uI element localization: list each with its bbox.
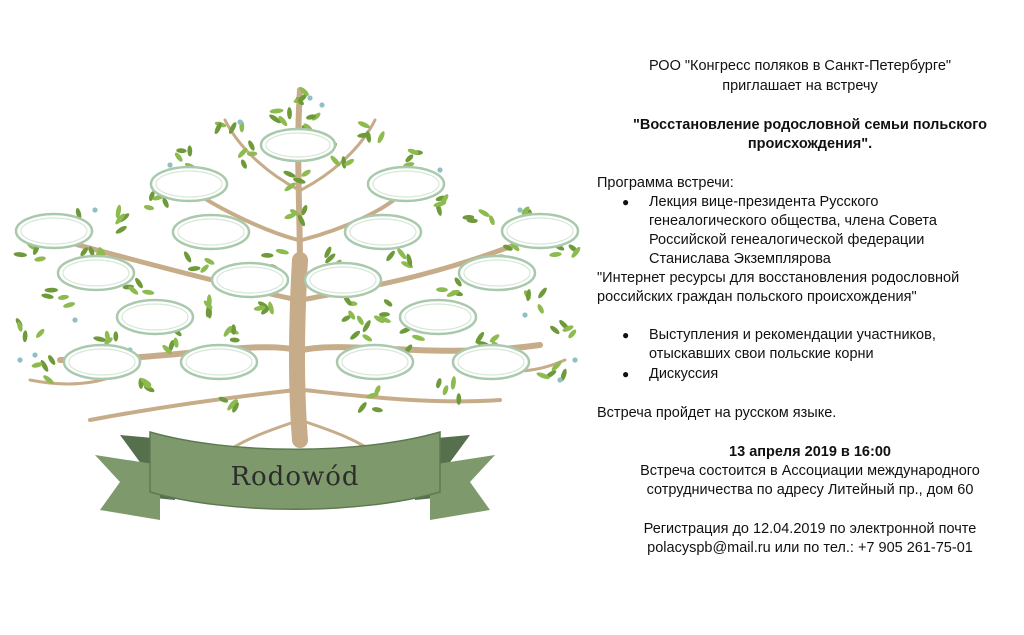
lecture-line: Российской генеалогической федерации xyxy=(649,232,925,248)
leaf xyxy=(357,120,371,130)
berry xyxy=(517,207,522,212)
leaf xyxy=(450,376,456,390)
leaf xyxy=(536,303,545,314)
leaf xyxy=(477,208,490,219)
portrait-frame xyxy=(212,263,288,297)
leaf xyxy=(134,277,145,290)
leaf xyxy=(115,224,128,235)
invites-line: приглашает на встречу xyxy=(722,78,878,94)
berry xyxy=(319,102,324,107)
leaf xyxy=(203,257,215,266)
portrait-frame xyxy=(117,300,193,334)
leaf xyxy=(261,253,273,258)
leaf xyxy=(13,252,27,258)
talks-line: отыскавших свои польские корни xyxy=(649,346,874,362)
language-note: Встреча пройдет на русском языке. xyxy=(597,405,837,421)
portrait-frame xyxy=(261,129,335,161)
berry xyxy=(32,352,37,357)
leaf xyxy=(199,263,210,274)
leaf xyxy=(57,294,69,300)
event-title-line-1: "Восстановление родословной семьи польского xyxy=(633,117,987,133)
venue-line: Встреча состоится в Ассоциации международного xyxy=(640,463,980,479)
leaf xyxy=(34,256,46,263)
leaf xyxy=(270,108,284,114)
leaf xyxy=(47,354,57,366)
leaf xyxy=(549,324,561,335)
lecture-line: Станислава Экземплярова xyxy=(649,251,831,267)
portrait-frame xyxy=(502,214,578,248)
ribbon-label: Rodowód xyxy=(230,462,360,492)
leaf xyxy=(63,301,76,309)
event-datetime: 13 апреля 2019 в 16:00 xyxy=(729,444,891,460)
bullet-icon: ● xyxy=(622,195,630,209)
lecture-line: генеалогического общества, члена Совета xyxy=(649,213,937,229)
leaf xyxy=(356,315,366,327)
program-heading: Программа встречи: xyxy=(597,175,734,191)
leaf xyxy=(411,334,425,343)
leaf xyxy=(230,337,240,342)
leaf xyxy=(436,287,448,292)
lecture-topic-line: российских граждан польского происхождения" xyxy=(597,289,917,305)
portrait-frame xyxy=(459,256,535,290)
berry xyxy=(92,207,97,212)
bullet-icon: ● xyxy=(622,367,630,381)
registration-contact: polacyspb@mail.ru или по тел.: +7 905 261-75-01 xyxy=(647,540,973,556)
leaf xyxy=(549,251,562,257)
leaf xyxy=(383,298,394,308)
leaf xyxy=(93,335,107,342)
leaf xyxy=(113,331,118,341)
lecture-topic-line: "Интернет ресурсы для восстановления родословной xyxy=(597,270,960,286)
berry xyxy=(572,357,577,362)
family-tree-graphic xyxy=(0,60,590,560)
leaf xyxy=(376,130,386,144)
leaf xyxy=(188,266,201,272)
talks-line: Выступления и рекомендации участников, xyxy=(649,327,936,343)
berry xyxy=(557,377,562,382)
leaf xyxy=(45,288,58,293)
leaf xyxy=(247,139,256,151)
lecture-line: Лекция вице-президента Русского xyxy=(649,194,879,210)
leaf xyxy=(287,107,292,119)
portrait-frame xyxy=(345,215,421,249)
leaf xyxy=(173,337,179,348)
leaf xyxy=(435,378,442,389)
portrait-frame xyxy=(64,345,140,379)
leaf xyxy=(143,204,154,211)
portrait-frame xyxy=(305,263,381,297)
portrait-frame xyxy=(368,167,444,201)
leaf xyxy=(442,385,450,396)
berry xyxy=(437,167,442,172)
venue-line: сотрудничества по адресу Литейный пр., дом 60 xyxy=(646,482,974,498)
event-title-line-2: происхождения". xyxy=(747,136,873,152)
leaf xyxy=(372,406,384,413)
berry xyxy=(522,312,527,317)
leaf xyxy=(537,286,549,299)
berry xyxy=(17,357,22,362)
leaf xyxy=(404,153,415,163)
leaf xyxy=(456,393,461,405)
discussion-label: Дискуссия xyxy=(649,366,719,382)
leaf xyxy=(41,293,54,300)
berry xyxy=(72,317,77,322)
registration-line: Регистрация до 12.04.2019 по электронной почте xyxy=(643,521,977,537)
bullet-icon: ● xyxy=(622,328,630,342)
leaf xyxy=(182,250,192,263)
leaf xyxy=(240,159,249,170)
leaf xyxy=(349,329,362,341)
leaf xyxy=(176,148,187,154)
berry xyxy=(237,119,242,124)
leaf xyxy=(300,168,312,178)
portrait-frame xyxy=(453,345,529,379)
berry xyxy=(167,162,172,167)
portrait-frame xyxy=(16,214,92,248)
portrait-frame xyxy=(400,300,476,334)
leaf xyxy=(35,328,46,340)
leaf xyxy=(361,333,373,343)
leaf xyxy=(282,169,296,179)
portrait-frame xyxy=(151,167,227,201)
leaf xyxy=(187,145,192,156)
organizer-name: РОО "Конгресс поляков в Санкт-Петербурге" xyxy=(648,58,952,74)
portrait-frame xyxy=(181,345,257,379)
leaf xyxy=(356,401,368,414)
portrait-frame xyxy=(337,345,413,379)
berry xyxy=(307,95,312,100)
leaf xyxy=(385,249,397,262)
leaf xyxy=(142,289,155,296)
leaf xyxy=(275,248,289,255)
leaf xyxy=(22,330,27,342)
portrait-frame xyxy=(58,256,134,290)
portrait-frame xyxy=(173,215,249,249)
